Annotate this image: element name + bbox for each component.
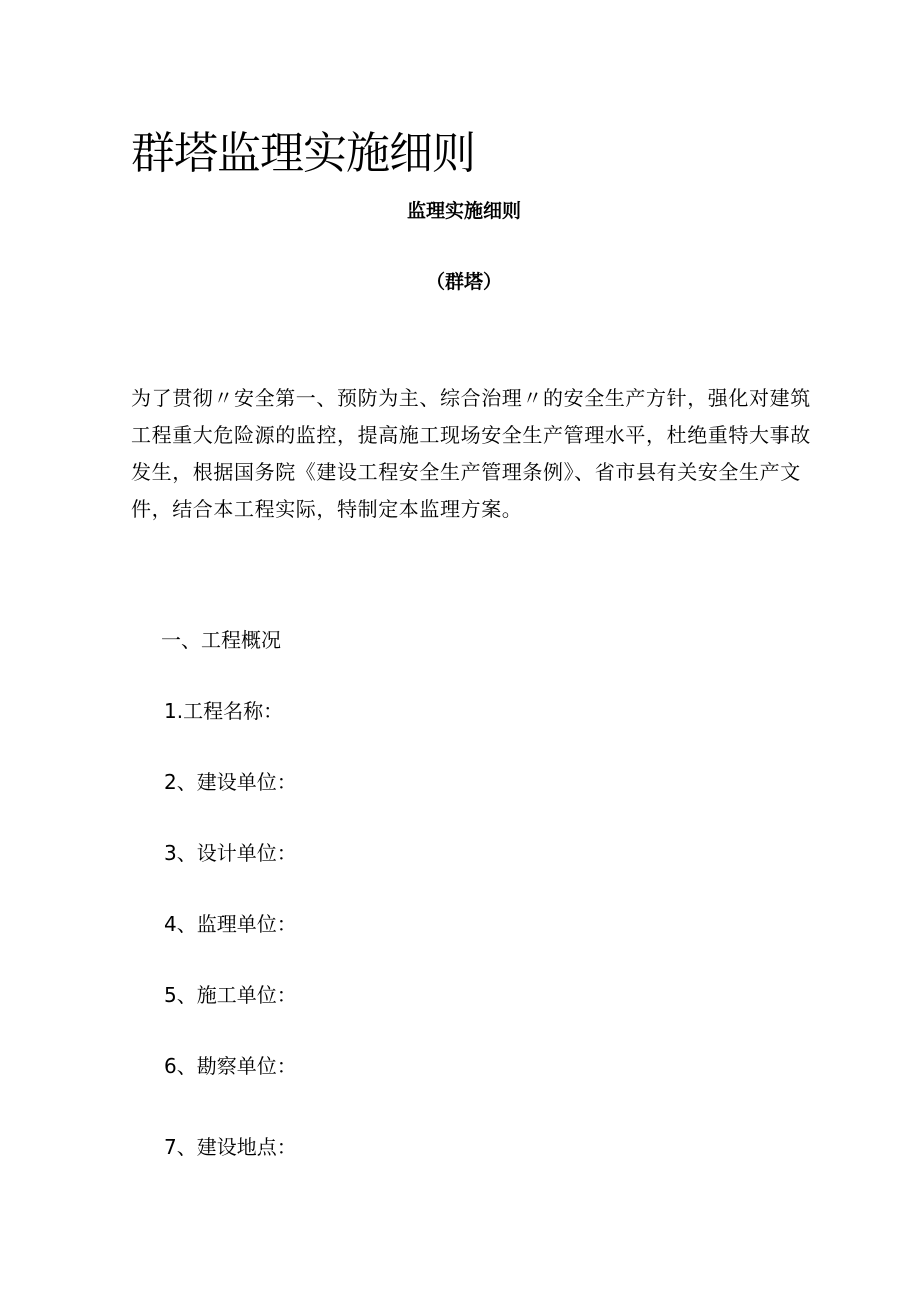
intro-line: 件，结合本工程实际，特制定本监理方案。	[131, 497, 523, 521]
item-construction-unit: 2、建设单位：	[164, 770, 297, 794]
item-contractor-unit: 5、施工单位：	[164, 983, 297, 1007]
section-heading-project-overview: 一、工程概况	[161, 628, 281, 652]
item-project-name: 1.工程名称：	[164, 699, 284, 723]
intro-line: 发生，根据国务院《建设工程安全生产管理条例》、省市县有关安全生产文	[131, 460, 801, 484]
item-supervision-unit: 4、监理单位：	[164, 912, 297, 936]
intro-line: 工程重大危险源的监控，提高施工现场安全生产管理水平，杜绝重特大事故	[131, 423, 811, 447]
intro-paragraph	[131, 380, 811, 528]
document-subtitle-scope: （群塔）	[425, 271, 502, 293]
item-construction-site: 7、建设地点：	[164, 1135, 297, 1159]
document-title: 群塔监理实施细则	[131, 128, 475, 179]
item-design-unit: 3、设计单位：	[164, 841, 297, 865]
intro-line: 为了贯彻〃安全第一、预防为主、综合治理〃的安全生产方针，强化对建筑	[131, 386, 811, 410]
item-survey-unit: 6、勘察单位：	[164, 1054, 297, 1078]
document-subtitle: 监理实施细则	[406, 200, 521, 222]
